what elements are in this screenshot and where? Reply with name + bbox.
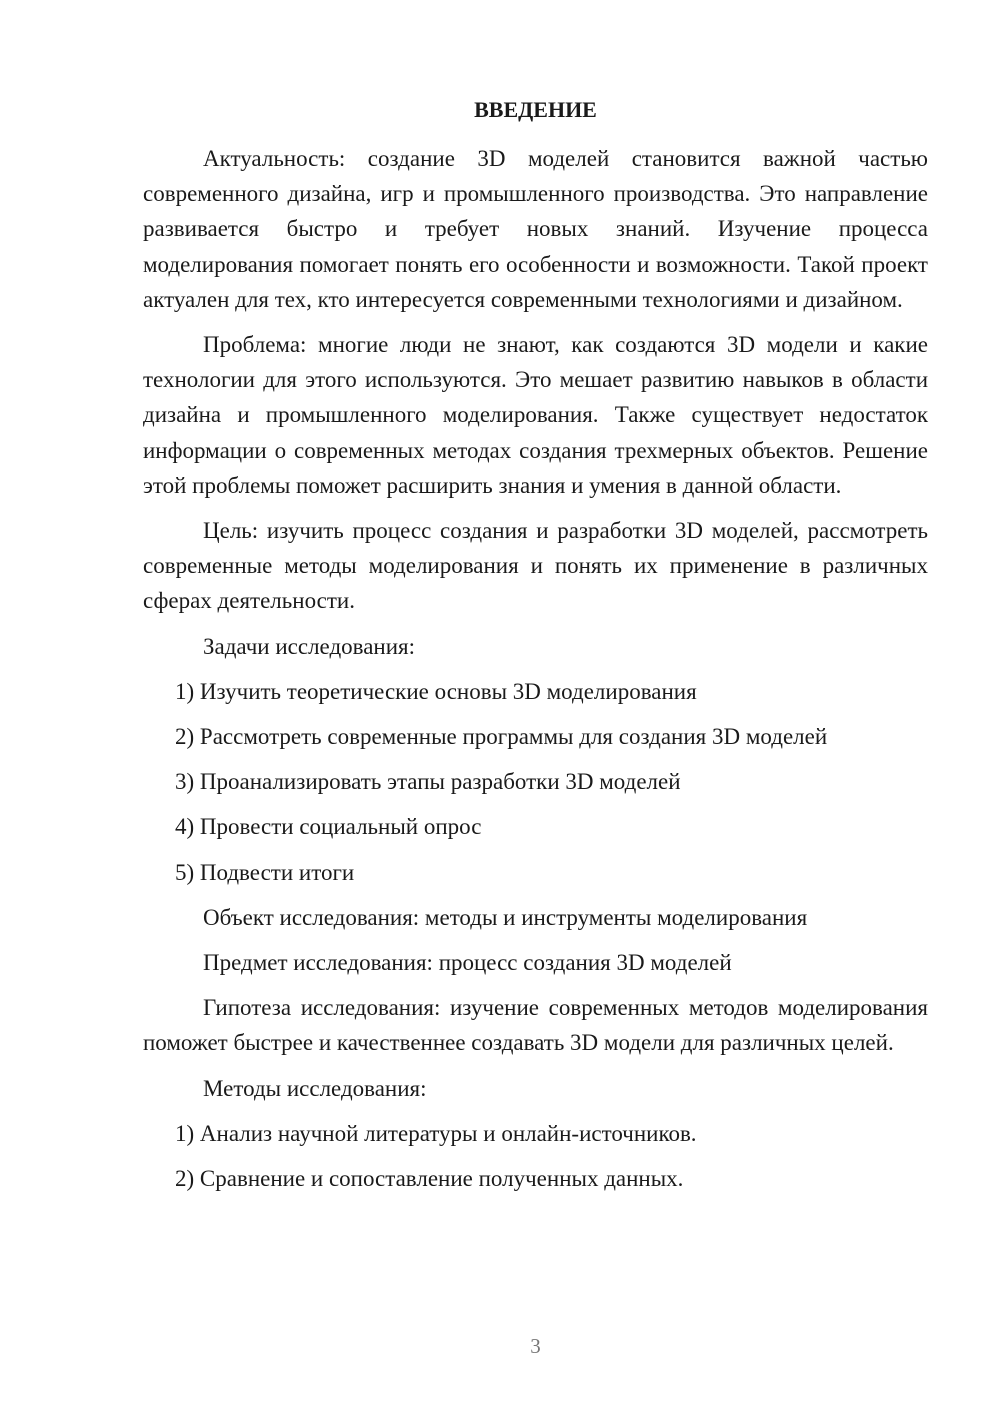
- methods-heading: Методы исследования:: [203, 1075, 427, 1101]
- list-item: 4) Провести социальный опрос: [175, 814, 482, 840]
- list-item: 2) Сравнение и сопоставление полученных данных.: [175, 1166, 684, 1192]
- list-item: 1) Анализ научной литературы и онлайн-источников.: [175, 1120, 697, 1146]
- object-paragraph: Объект исследования: методы и инструменты моделирования: [203, 904, 808, 930]
- tasks-heading: Задачи исследования:: [203, 633, 416, 659]
- document-page: [143, 94, 928, 1206]
- relevance-paragraph: Актуальность: создание 3D моделей становится важной частью современного дизайна, игр и промышленного производства. Это направление развивается быстро и требует новых знаний. Изучение процесса моделирования помогает понять его особенности и возможности. Такой проект актуален для тех, кто интересуется современными технологиями и дизайном.: [143, 146, 928, 312]
- list-item: 5) Подвести итоги: [175, 859, 355, 885]
- goal-paragraph: Цель: изучить процесс создания и разработки 3D моделей, рассмотреть современные методы моделирования и понять их применение в различных сферах деятельности.: [143, 518, 928, 614]
- problem-paragraph: Проблема: многие люди не знают, как создаются 3D модели и какие технологии для этого используются. Это мешает развитию навыков в области дизайна и промышленного моделирования. Также существует недостаток информации о современных методах создания трехмерных объектов. Решение этой проблемы поможет расширить знания и умения в данной области.: [143, 332, 928, 498]
- page-title: ВВЕДЕНИЕ: [474, 97, 597, 122]
- list-item: 2) Рассмотреть современные программы для создания 3D моделей: [175, 724, 828, 750]
- methods-list: [143, 1116, 928, 1196]
- hypothesis-paragraph: Гипотеза исследования: изучение современных методов моделирования поможет быстрее и качественнее создавать 3D модели для различных целей.: [143, 995, 928, 1056]
- list-item: 1) Изучить теоретические основы 3D моделирования: [175, 678, 697, 704]
- list-item: 3) Проанализировать этапы разработки 3D моделей: [175, 769, 681, 795]
- subject-paragraph: Предмет исследования: процесс создания 3D моделей: [203, 950, 732, 976]
- tasks-list: [143, 674, 928, 890]
- page-number: 3: [530, 1334, 541, 1358]
